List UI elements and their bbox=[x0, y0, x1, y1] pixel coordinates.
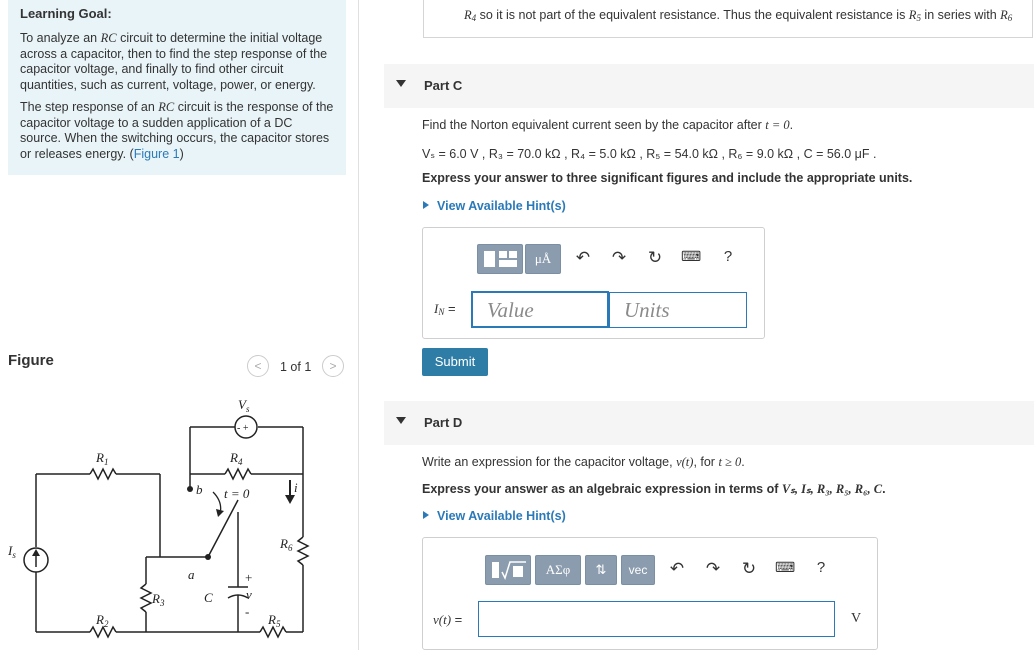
vector-button[interactable]: vec bbox=[621, 555, 655, 585]
figure-prev-button[interactable]: < bbox=[247, 355, 269, 377]
label-vs: $V_s$ bbox=[238, 397, 250, 414]
part-c-hint-toggle[interactable]: View Available Hint(s) bbox=[423, 199, 566, 213]
label-is: $I_s$ bbox=[8, 543, 16, 560]
reset-icon[interactable]: ↻ bbox=[741, 559, 757, 578]
collapse-caret-icon bbox=[396, 417, 406, 424]
reset-icon[interactable]: ↻ bbox=[647, 248, 663, 267]
part-c-header[interactable] bbox=[384, 64, 1034, 108]
expand-triangle-icon bbox=[423, 201, 429, 209]
previous-answer-feedback: R4 so it is not part of the equivalent resistance. Thus the equivalent resistance is R5 in series with R6 bbox=[423, 0, 1033, 38]
label-current-i: i bbox=[294, 480, 298, 495]
keyboard-icon[interactable]: ⌨ bbox=[681, 248, 702, 264]
label-switch-time: t = 0 bbox=[224, 486, 250, 501]
templates-sqrt-icon bbox=[486, 556, 530, 584]
keyboard-icon[interactable]: ⌨ bbox=[775, 559, 796, 575]
part-d-answer-box bbox=[422, 537, 878, 650]
part-c-question: Find the Norton equivalent current seen by the capacitor after t = 0. bbox=[422, 118, 794, 132]
label-r1: $R_1$ bbox=[96, 450, 109, 467]
label-r5: $R_5$ bbox=[268, 612, 281, 629]
templates-button[interactable] bbox=[485, 555, 531, 585]
label-capacitor: C bbox=[204, 590, 213, 605]
unit-label: V bbox=[851, 611, 862, 626]
collapse-caret-icon bbox=[396, 80, 406, 87]
learning-goal-paragraph-1: To analyze an RC circuit to determine the initial voltage across a capacitor, then to find the step response of the capacitor voltage, and finally to find other circuit quantities, such as current, voltage, power, or energy. bbox=[20, 31, 328, 92]
label-node-b: b bbox=[196, 482, 203, 497]
figure-link[interactable]: Figure 1 bbox=[133, 146, 180, 161]
part-c-title: Part C bbox=[424, 78, 463, 93]
figure-pager-text: 1 of 1 bbox=[280, 360, 312, 374]
part-d-title: Part D bbox=[424, 415, 463, 430]
part-c-instruction: Express your answer to three significant figures and include the appropriate units. bbox=[422, 171, 913, 185]
label-minus: - bbox=[245, 604, 250, 619]
column-divider bbox=[358, 0, 359, 650]
undo-icon[interactable]: ↶ bbox=[575, 248, 591, 267]
arrows-button[interactable]: ⇅ bbox=[585, 555, 617, 585]
label-node-a: a bbox=[188, 567, 195, 582]
templates-icon bbox=[478, 245, 522, 273]
expand-triangle-icon bbox=[423, 511, 429, 519]
value-input[interactable]: Value bbox=[471, 291, 609, 328]
label-r4: $R_4$ bbox=[230, 450, 243, 467]
label-r6: $R_6$ bbox=[280, 536, 293, 553]
label-r3: $R_3$ bbox=[152, 591, 165, 608]
templates-button[interactable] bbox=[477, 244, 523, 274]
label-vs-polarity: - + bbox=[237, 423, 249, 434]
label-r2: $R_2$ bbox=[96, 612, 109, 629]
part-d-header[interactable] bbox=[384, 401, 1034, 445]
learning-goal-title: Learning Goal: bbox=[20, 6, 112, 21]
learning-goal-panel bbox=[8, 0, 346, 175]
learning-goal-paragraph-2: The step response of an RC circuit is the response of the capacitor voltage to a sudden application of a DC source. When the switching occurs, the capacitor stores or releases energy. (Figure 1) bbox=[20, 100, 334, 161]
part-c-answer-box bbox=[422, 227, 765, 339]
part-d-hint-toggle[interactable]: View Available Hint(s) bbox=[423, 509, 566, 523]
label-capacitor-voltage: v bbox=[246, 587, 252, 602]
figure-title: Figure bbox=[8, 352, 54, 369]
norton-current-label: IN = bbox=[434, 301, 456, 317]
help-button[interactable]: ? bbox=[723, 248, 733, 265]
greek-symbols-button[interactable]: ΑΣφ bbox=[535, 555, 581, 585]
units-button[interactable]: μÅ bbox=[525, 244, 561, 274]
part-d-question: Write an expression for the capacitor voltage, v(t), for t ≥ 0. bbox=[422, 455, 745, 469]
figure-next-button[interactable]: > bbox=[322, 355, 344, 377]
redo-icon[interactable]: ↷ bbox=[705, 559, 721, 578]
part-c-given-values: Vₛ = 6.0 V , R₃ = 70.0 kΩ , R₄ = 5.0 kΩ , R₅ = 54.0 kΩ , R₆ = 9.0 kΩ , C = 56.0 μF . bbox=[422, 147, 877, 161]
capacitor-voltage-label: v(t) = bbox=[433, 612, 463, 627]
redo-icon[interactable]: ↷ bbox=[611, 248, 627, 267]
help-button[interactable]: ? bbox=[816, 559, 826, 576]
undo-icon[interactable]: ↶ bbox=[669, 559, 685, 578]
submit-button[interactable]: Submit bbox=[422, 348, 488, 376]
part-d-instruction: Express your answer as an algebraic expression in terms of Vₛ, Iₛ, R₃, R₅, R₆, C. bbox=[422, 482, 886, 496]
units-input[interactable]: Units bbox=[609, 292, 747, 328]
label-plus: + bbox=[245, 570, 253, 585]
circuit-diagram bbox=[8, 392, 328, 644]
expression-input[interactable] bbox=[478, 601, 835, 637]
